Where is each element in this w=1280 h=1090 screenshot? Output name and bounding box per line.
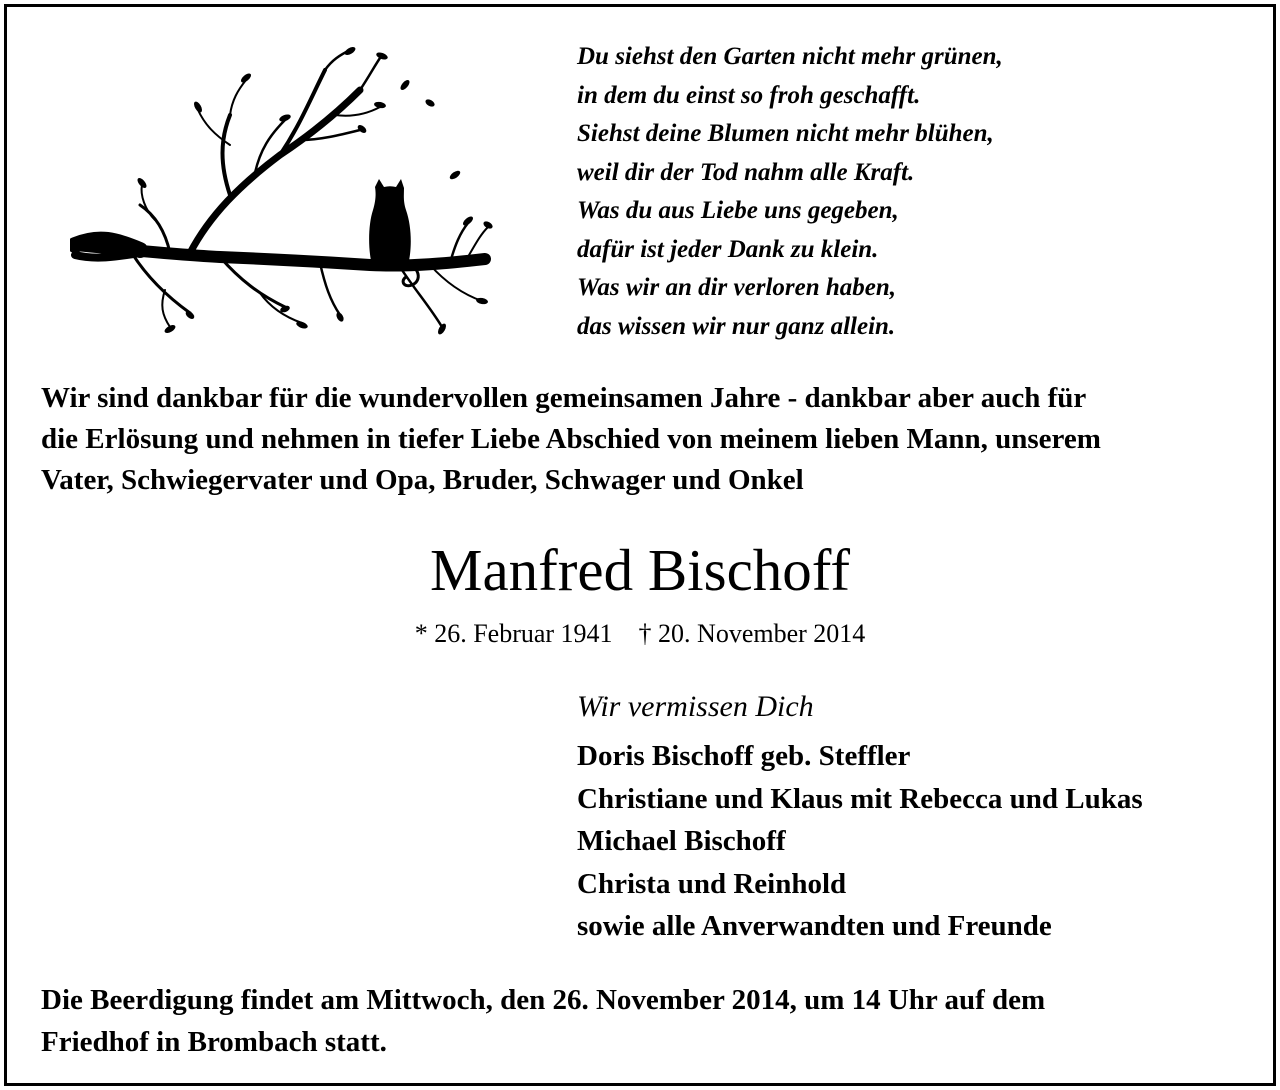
deceased-name: Manfred Bischoff [429, 537, 850, 603]
poem-line: Was wir an dir verloren haben, [577, 274, 897, 301]
mourner-entry: sowie alle Anverwandten und Freunde [577, 910, 1052, 942]
poem-line: in dem du einst so froh geschafft. [577, 81, 921, 109]
poem-line: weil dir der Tod nahm alle Kraft. [577, 158, 915, 186]
life-dates [0, 616, 1280, 652]
mourners-list [577, 735, 1143, 948]
funeral-line: Die Beerdigung findet am Mittwoch, den 26. November 2014, um 14 Uhr auf dem [41, 984, 1046, 1016]
memorial-poem [577, 38, 1237, 346]
funeral-line: Friedhof in Brombach statt. [41, 1026, 387, 1058]
poem-line: Was du aus Liebe uns gegeben, [577, 197, 899, 224]
miss-line: Wir vermissen Dich [577, 690, 814, 723]
funeral-info [41, 979, 1246, 1063]
poem-line: Du siehst den Garten nicht mehr grünen, [577, 43, 1003, 70]
mourner-entry: Christiane und Klaus mit Rebecca und Lukas [577, 782, 1143, 815]
poem-line: Siehst deine Blumen nicht mehr blühen, [577, 120, 994, 147]
intro-line: Vater, Schwiegervater und Opa, Bruder, Schwager und Onkel [41, 464, 804, 496]
death-date: † 20. November 2014 [638, 619, 866, 648]
mourner-entry: Christa und Reinhold [577, 867, 847, 900]
intro-line: die Erlösung und nehmen in tiefer Liebe Abschied von meinem lieben Mann, unserem [41, 423, 1101, 455]
mourner-entry: Michael Bischoff [577, 825, 786, 857]
intro-line: Wir sind dankbar für die wundervollen gemeinsamen Jahre - dankbar aber auch für [41, 382, 1087, 414]
birth-date: * 26. Februar 1941 [414, 619, 613, 648]
poem-line: das wissen wir nur ganz allein. [577, 312, 896, 340]
poem-line: dafür ist jeder Dank zu klein. [577, 235, 879, 263]
mourner-entry: Doris Bischoff geb. Steffler [577, 740, 911, 772]
intro-paragraph [41, 378, 1246, 501]
cat-on-branch-icon [70, 45, 495, 340]
